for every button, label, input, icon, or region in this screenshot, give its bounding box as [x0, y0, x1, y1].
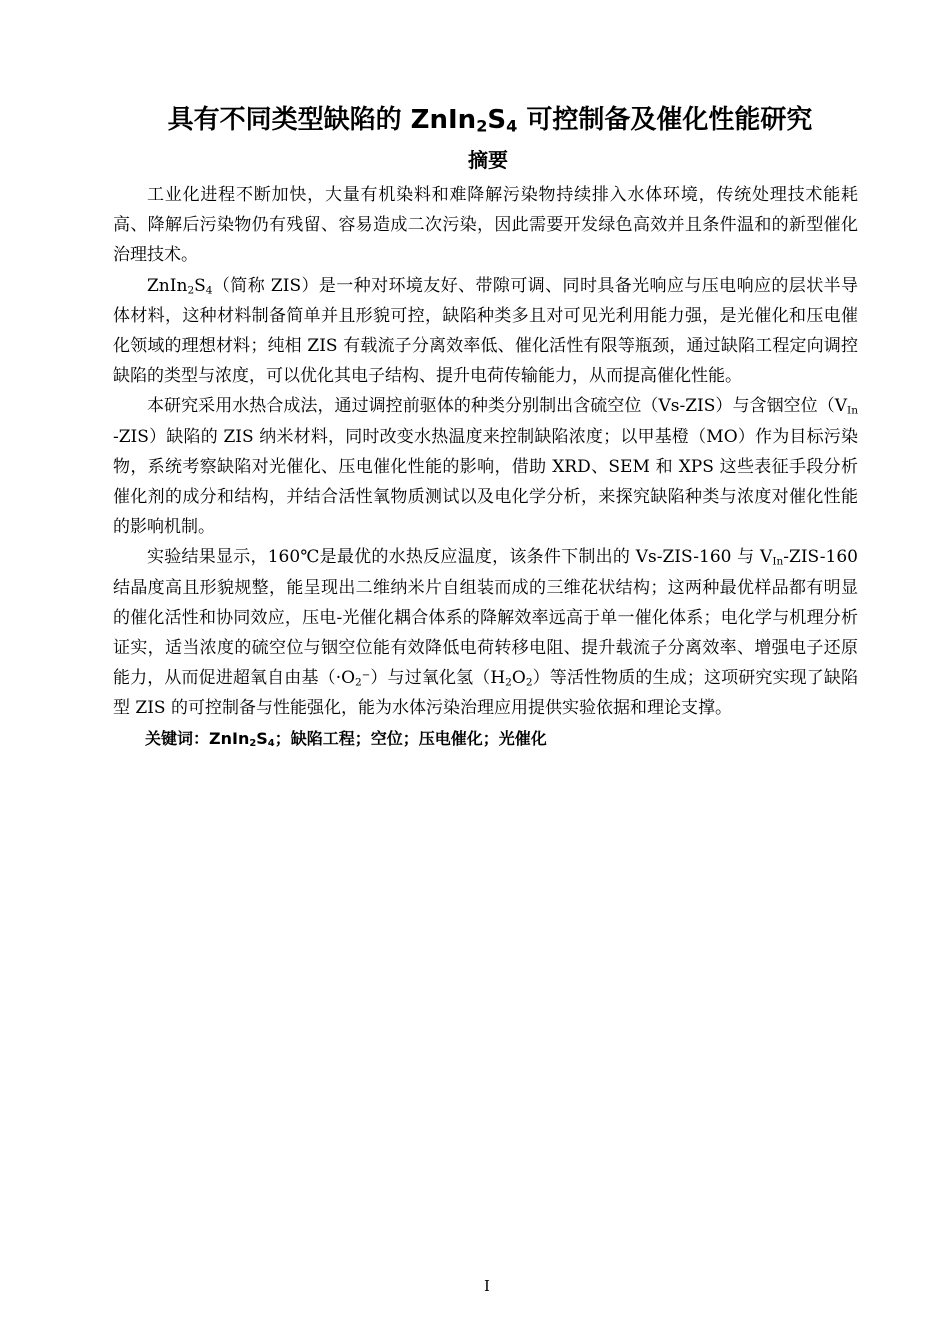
p2-formula-s: S [194, 275, 206, 296]
keywords-list: ；缺陷工程；空位；压电催化；光催化 [274, 728, 547, 748]
p4-text-e: ）等活性物质的生成；这项研究实现了缺陷型 ZIS 的可控制备与性能强化，能为水体污染治理应用提供实验依据和理论支撑。 [113, 668, 859, 719]
page-number: I [484, 1277, 490, 1295]
title-formula-s: S [487, 105, 507, 135]
paragraph-1: 工业化进程不断加快，大量有机染料和难降解污染物持续排入水体环境，传统处理技术能耗高、降解后污染物仍有残留、容易造成二次污染，因此需要开发绿色高效并且条件温和的新型催化治理技术。 [113, 185, 858, 266]
p4-text-b: -ZIS-160 结晶度高且形貌规整，能呈现出二维纳米片自组装而成的三维花状结构；这两种最优样品都有明显的催化活性和协同效应，压电-光催化耦合体系的降解效率远高于单一催化体系；电化学与机理分析证实，适当浓度的硫空位与铟空位能有效降低电荷转移电阻、提升载流子分离效率、增强电子还原能力，从而促进超氧自由基（·O [113, 547, 858, 689]
p4-subscript-2: 2 [355, 676, 362, 689]
paragraph-3 [113, 391, 858, 542]
keywords-formula-subscript-2: 2 [249, 737, 257, 749]
document-title [60, 103, 920, 137]
p4-subscript-2c: 2 [525, 676, 533, 689]
p4-subscript-2b: 2 [505, 676, 512, 689]
abstract-body [113, 180, 858, 754]
p3-subscript-in: In [847, 405, 858, 418]
title-suffix: 可控制备及催化性能研究 [517, 105, 813, 135]
p2-formula-subscript-4: 4 [205, 284, 213, 297]
p4-text-a: 实验结果显示，160℃是最优的水热反应温度，该条件下制出的 Vs-ZIS-160 与 V [147, 547, 773, 568]
p4-subscript-in: In [772, 556, 784, 569]
title-prefix: 具有不同类型缺陷的 [167, 105, 411, 135]
keywords-formula-znin: ZnIn [209, 728, 250, 748]
p2-formula-znin: ZnIn [147, 275, 188, 296]
p4-text-d: O [511, 668, 526, 689]
keywords-label: 关键词： [145, 728, 210, 748]
keywords-formula-s: S [256, 728, 268, 748]
abstract-heading: 摘要 [468, 148, 508, 172]
p4-superscript-minus: − [361, 670, 371, 682]
title-formula-znin: ZnIn [410, 105, 477, 135]
paragraph-4 [113, 542, 858, 723]
title-formula-subscript-2: 2 [476, 116, 488, 136]
p3-text-a: 本研究采用水热合成法，通过调控前驱体的种类分别制出含硫空位（Vs-ZIS）与含铟空位（V [147, 396, 848, 417]
paragraph-2 [113, 271, 858, 392]
p2-text: （简称 ZIS）是一种对环境友好、带隙可调、同时具备光响应与压电响应的层状半导体材料，这种材料制备简单并且形貌可控，缺陷种类多且对可见光利用能力强，是光催化和压电催化领域的理想材料；纯相 ZIS 有载流子分离效率低、催化活性有限等瓶颈，通过缺陷工程定向调控缺陷的类型与浓度，可以优化其电子结构、提升电荷传输能力，从而提高催化性能。 [113, 275, 858, 387]
keywords-line [113, 724, 858, 754]
p4-text-c: ）与过氧化氢（H [370, 668, 506, 689]
p2-formula-subscript-2: 2 [187, 284, 195, 297]
title-formula-subscript-4: 4 [506, 116, 518, 136]
p3-text-b: -ZIS）缺陷的 ZIS 纳米材料，同时改变水热温度来控制缺陷浓度；以甲基橙（MO）作为目标污染物，系统考察缺陷对光催化、压电催化性能的影响，借助 XRD、SEM 和 XPS 这些表征手段分析催化剂的成分和结构，并结合活性氧物质测试以及电化学分析，来探究缺陷种类与浓度对催化性能的影响机制。 [113, 426, 858, 538]
keywords-formula-subscript-4: 4 [267, 737, 275, 749]
